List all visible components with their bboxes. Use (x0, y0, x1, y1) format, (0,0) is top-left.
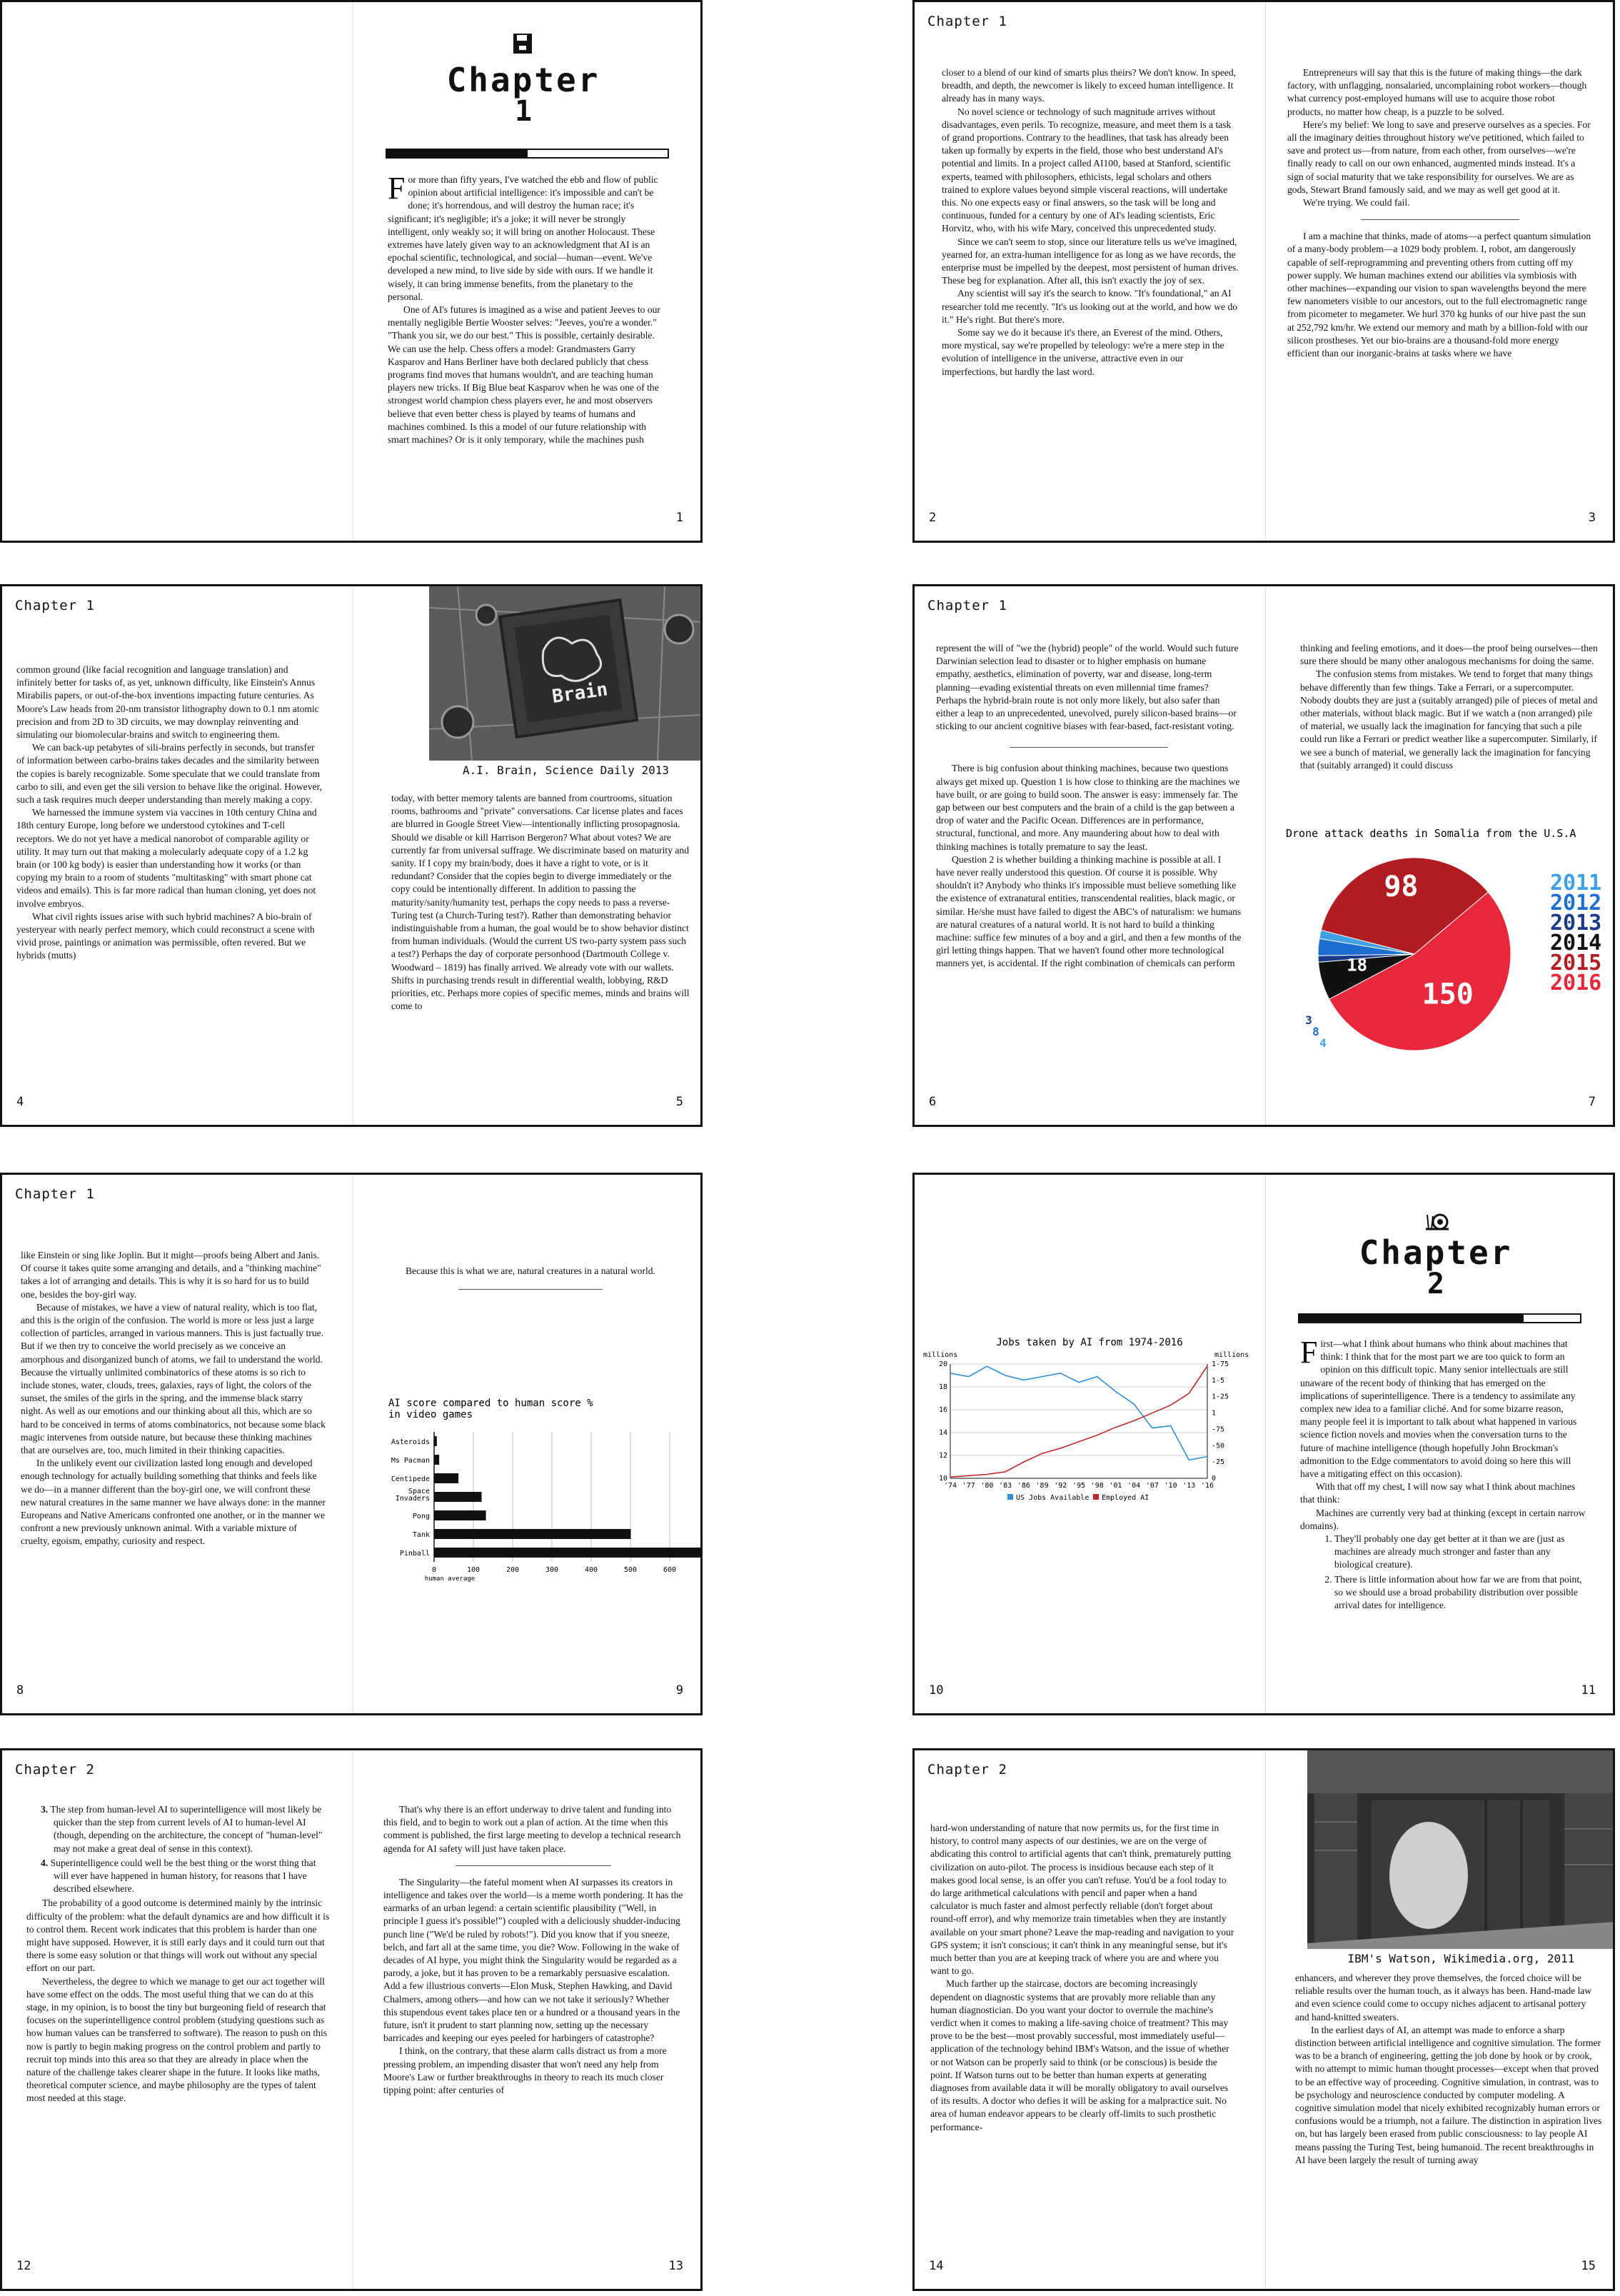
spread-pages-6-7 (912, 584, 1615, 1127)
drop-cap: F (388, 171, 406, 206)
page-number: 1 (675, 511, 683, 525)
chart-title: Drone attack deaths in Somalia from the U.S.A (1286, 827, 1576, 840)
legend-entry-2016: 2016 (1550, 971, 1602, 996)
pie-label: 4 (1319, 1036, 1327, 1050)
x-tick-label: '89 (1035, 1482, 1049, 1490)
category-label: Invaders (395, 1495, 430, 1503)
page-4-body: common ground (like facial recognition and language translation) and infinitely better for tasks of, as yet, unknown difficulty, like Einstein's Annus Mirabilis papers, or out-of-the-box inventions impacting future centuries. As Moore's Law heads from 20-nm transistor lithography down to 0.1 nm atomic precision and from 2D to 3D circuits, we may downplay reinventing and simulating our biomolecular-brains and switch to engineering them. We can back-up petabytes of sili-brains perfectly in seconds, but transfer of information between carbo-brains takes decades and the similarity between the copies is barely recognizable. Some speculate that we could translate from carbo to sili, and even get the sili version to behave like the original. However, such a task requires much deeper understanding than merely making a copy. We harnessed the immune system via vaccines in 10th century China and 18th century Europe, long before we understood cytokines and T-cell receptors. We do not yet have a medical nanorobot of comparable agility or utility. It may turn out that making a molecularly adequate copy of a 1.2 kg brain (or 100 kg body) is easier than understanding how it works (or than copying my brain to a room of students "multitasking" with smart phone cat videos and emails). This is far more radical than human cloning, yet does not involve embryos. What civil rights issues arise with such hybrid machines? A bio-brain of yesteryear with nearly perfect memory, which could reconstruct a scene with vivid prose, paintings or animation was permissible, often revered. But we hybrids (mutts) (16, 664, 322, 961)
legend-entry-2013: 2013 (1550, 911, 1602, 936)
page-number: 7 (1588, 1095, 1596, 1109)
ibm-watson-photo (1307, 1750, 1615, 1949)
list-item: 3. The step from human-level AI to superintelligence will most likely be quicker than the step from current levels of AI to human-level AI (though, depending on the architecture, the concept of "human-level" may not make a great deal of sense in this context). (41, 1804, 323, 1854)
spread-pages-8-9 (0, 1173, 703, 1715)
y-right-tick-label: -50 (1212, 1442, 1225, 1450)
page-15-body: enhancers, and wherever they prove themselves, the forced choice will be reliable results over the human touch, as it always has been. Hand-made law and even science could come to occupy niches adjacent to artisanal pottery and hand-knitted sweaters. In the earliest days of AI, an attempt was made to enforce a sharp distinction between artificial intelligence and cognitive simulation. The former was to be a branch of engineering, getting the job done by hook or by crook, with no attempt to mimic human thought processes—except when that proved to be an effective way of proceeding. Cognitive simulation, in contrast, was to be psychology and neuroscience conducted by computer modeling. A cognitive simulation model that nicely exhibited recognizably human errors or confusions would be a triumph, not a failure. The distinction in aspiration lives on, but has largely been erased from public consciousness: to lay people AI means passing the Turing Test, being humanoid. The recent breakthroughs in AI have been largely the result of turning away (1295, 1972, 1602, 2165)
list-item: 2. There is little information about how far we are from that point, so we should use a broad probability distribution over possible arrival dates for intelligence. (1334, 1573, 1587, 1613)
jobs-taken-line-chart (922, 1335, 1257, 1507)
legend-entry: Employed AI (1102, 1494, 1149, 1502)
y-right-tick-label: 1-5 (1212, 1376, 1225, 1385)
bar-asteroids (434, 1436, 437, 1446)
page-number: 14 (929, 2259, 944, 2273)
y-left-tick-label: 12 (938, 1452, 947, 1460)
page-number: 3 (1588, 511, 1596, 525)
brain-chip-photo (429, 586, 703, 761)
x-tick-label: '86 (1017, 1482, 1030, 1490)
x-tick-label: '04 (1127, 1482, 1141, 1490)
page-number: 8 (16, 1683, 24, 1698)
x-tick-label: '16 (1200, 1482, 1214, 1490)
snail-robot-icon (1423, 1212, 1452, 1230)
page-2-body: closer to a blend of our kind of smarts plus theirs? We don't know. In speed, breadth, and depth, the newcomer is likely to exceed human intelligence. It already has in many ways. No novel science or technology of such magnitude arrives without disadvantages, even perils. To recognize, measure, and meet them is a task of grand proportions. Contrary to the headlines, that task has already been taken up formally by experts in the field, those who best understand AI's potential and limits. In a project called AI100, based at Stanford, scientific experts, teamed with philosophers, ethicists, legal scholars and others trained to explore values beyond simple visceral reactions, will undertake this. No one expects easy or final answers, so the task will be long and continuous, funded for a century by one of AI's leading scientists, Eric Horvitz, who, with his wife Mary, conceived this unprecedented study. Since we can't seem to stop, since our literature tells us we've imagined, yearned for, an extra-human intelligence for as long as we have records, the enterprise must be impelled by the deepest, most persistent of human drives. These beg for explanation. After all, this isn't exactly the joy of sex. Any scientist will say it's the search to know. "It's foundational," an AI researcher told me recently. "It's us looking out at the world, and how we do it." He's right. But there's more. Some say we do it because it's there, an Everest of the mind. Others, more mystical, say we're propelled by teleology: we're a mere step in the evolution of intelligence in the universe, attractive even in our imperfections, but hardly the last word. (942, 67, 1239, 377)
legend-swatch (1007, 1494, 1013, 1500)
section-divider (1010, 747, 1169, 748)
chart-title: Jobs taken by AI from 1974-2016 (996, 1337, 1183, 1348)
page-number: 6 (929, 1095, 937, 1109)
legend-entry-2015: 2015 (1550, 951, 1602, 976)
x-tick-label: '80 (980, 1482, 994, 1490)
legend-entry: US Jobs Available (1016, 1494, 1090, 1502)
page-number: 5 (675, 1095, 683, 1109)
pie-label: 150 (1422, 978, 1474, 1011)
category-label: Space (408, 1488, 430, 1495)
x-tick-label: 600 (663, 1566, 677, 1574)
chapter-1-progress-fill (387, 150, 528, 157)
y-left-tick-label: 14 (938, 1429, 947, 1437)
floppy-disk-icon (513, 34, 532, 54)
chip-label: Brain (550, 678, 610, 708)
chart-title-line-2: in video games (388, 1409, 473, 1420)
chapter-1-title: Chapter 1 (446, 61, 600, 128)
page-9-body: Because this is what we are, natural creatures in a natural world. (381, 1265, 680, 1300)
running-head: Chapter 2 (927, 1762, 1007, 1778)
bar-ms-pacman (434, 1455, 439, 1465)
bar-pong (434, 1510, 486, 1520)
legend-entry-2012: 2012 (1550, 891, 1602, 916)
running-head: Chapter 1 (927, 598, 1007, 613)
watson-server-illustration (1307, 1750, 1615, 1949)
spread-pages-4-5 (0, 584, 703, 1127)
list-item: 1. They'll probably one day get better at it than we are (just as machines are already much stronger and faster than any biological creature). (1334, 1533, 1587, 1572)
y-axis-right-label: millions (1214, 1351, 1249, 1359)
spread-pages-14-15 (912, 1748, 1615, 2291)
x-tick-label: '07 (1145, 1482, 1159, 1490)
pie-label: 98 (1384, 870, 1419, 903)
y-left-tick-label: 16 (938, 1406, 947, 1414)
drop-cap: F (1300, 1335, 1318, 1370)
circuit-board-illustration (429, 586, 703, 761)
running-head: Chapter 1 (927, 14, 1007, 29)
x-tick-label: '77 (962, 1482, 975, 1490)
legend-entry-2011: 2011 (1550, 871, 1602, 896)
y-right-tick-label: 1-25 (1212, 1393, 1229, 1401)
y-right-tick-label: -75 (1212, 1425, 1225, 1434)
running-head: Chapter 2 (15, 1762, 95, 1778)
y-right-tick-label: -25 (1212, 1458, 1225, 1467)
x-tick-label: '74 (943, 1482, 957, 1490)
running-head: Chapter 1 (15, 1186, 95, 1202)
page-number: 13 (668, 2259, 683, 2273)
series-line-us-jobs-available (950, 1366, 1207, 1460)
y-left-tick-label: 20 (938, 1360, 947, 1368)
page-number: 15 (1581, 2259, 1596, 2273)
page-7-body: thinking and feeling emotions, and it does—the proof being ourselves—then sure there should be many other analogous mechanisms for doing the same. The confusion stems from mistakes. We tend to forget that many things behave differently than few things. Take a Ferrari, or a supercomputer. Nobody doubts they are just a (suitably arranged) pile of pieces of metal and other materials, without black magic. But if we watch a (non arranged) pile of material, we usually lack the imagination for fancying that such a pile could run like a Ferrari or predict weather like a supercomputer. Similarly, if we see a bunch of material, we generally lack the imagination for fancying that (suitably arranged) it could discuss (1300, 643, 1598, 771)
page-number: 9 (675, 1683, 683, 1698)
legend-entry-2014: 2014 (1550, 931, 1602, 956)
bar-tank (434, 1529, 631, 1539)
x-tick-label: '92 (1054, 1482, 1067, 1490)
x-tick-label: '13 (1182, 1482, 1196, 1490)
page-number: 2 (929, 511, 937, 525)
chapter-1-progress-bar (386, 149, 669, 159)
category-label: Asteroids (391, 1438, 430, 1446)
legend-swatch (1093, 1494, 1099, 1500)
category-label: Pinball (399, 1550, 430, 1558)
page-12-body: 3. The step from human-level AI to superintelligence will most likely be quicker than the step from current levels of AI to human-level AI (though, depending on the architecture, the concept of "human-level" may not make a great deal of sense in this context). 4. Superintelligence could well be the best thing or the worst thing that will ever have happened in human history, for reasons that I have described elsewhere. The probability of a good outcome is determined mainly by the intrinsic difficulty of the problem: what the default dynamics are and how difficult it is to control them. Recent work indicates that this problem is harder than one might have supposed. However, it is still early days and it could turn out that there is some easy solution or that things will work out without any special effort on our part. Nevertheless, the degree to which we manage to get our act together will have some effect on the odds. The most useful thing that we can do at this stage, in my opinion, is to boost the tiny but burgeoning field of research that focuses on the superintelligence control problem (studying questions such as how human values can be transferred to software). The reason to push on this now is partly to begin making progress on the control problem and partly to recruit top minds into this area so that they are already in place when the nature of the challenge takes clearer shape in the future. It looks like maths, theoretical computer science, and maybe philosophy are the types of talent most needed at this stage. (26, 1803, 332, 2105)
video-game-score-bar-chart (384, 1396, 703, 1625)
x-tick-label: 400 (584, 1566, 598, 1574)
page-8-body: like Einstein or sing like Joplin. But it might—proofs being Albert and Janis. Of course it takes quite some arranging and details, and a "thinking machine" takes a lot of arranging and details. This is why it is so hard for us to build one, besides the boy-girl way. Because of mistakes, we have a view of natural reality, which is too flat, and this is the origin of the confusion. The world is more or less just a large collection of particles, arranged in various manners. This is just factually true. But if we then try to conceive the world precisely as we conceive an amorphous and disorganized bunch of atoms, we fail to understand the world. Because the virtually unlimited combinatorics of these atoms is so rich to include stones, water, clouds, trees, galaxies, rays of light, the colors of the sunset, the smiles of the girls in the spring, and the immense black starry night. As well as our emotions and our thinking about all this, which are so hard to be conceived in terms of atoms combinatorics, not because some black magic intervenes from outside nature, but because these thinking machines that are ourselves are, too, much limited in their thinking capacities. In the unlikely event our civilization lasted long enough and developed enough technology for actually building something that thinks and feels like we do—in a manner different than the boy-girl one, we will confront these new natural creatures in the same manner we have always done: in the manner Europeans and Native Americans confronted one another, or in the manner we confront a new previously unknown animal. With a variable mixture of cruelty, egoism, empathy, curiosity and respect. (21, 1250, 326, 1547)
running-head: Chapter 1 (15, 598, 95, 613)
x-tick-label: '83 (999, 1482, 1012, 1490)
section-divider (458, 1289, 603, 1290)
y-left-tick-label: 10 (938, 1475, 947, 1483)
x-tick-label: 0 (431, 1566, 437, 1574)
x-tick-label: '01 (1109, 1482, 1122, 1490)
spread-pages-10-11 (912, 1173, 1615, 1715)
page-3-body: Entrepreneurs will say that this is the future of making things—the dark factory, with unflagging, nonsalaried, uncomplaining robot workers—though what currency post-employed humans will use to acquire those robot products, no matter how cheap, is a puzzle to be solved. Here's my belief: We long to save and preserve ourselves as a species. For all the imaginary deities throughout history we've petitioned, which failed to save and protect us—from nature, from each other, from ourselves—we're finally ready to call on our own enhanced, augmented minds instead. It's a sign of social maturity that we take responsibility for ourselves. We are as gods, Stewart Brand famously said, and we may as well get good at it. We're trying. We could fail. I am a machine that thinks, made of atoms—a perfect quantum simulation of a many-body problem—a 1029 body problem. I, robot, am dangerously capable of self-reprogramming and preventing others from cutting off my power supply. We human machines extend our abilities via symbiosis with other machines—expanding our vision to span wavelengths beyond the mere few nanometers visible to our ancestors, out to the full electromagnetic range from picometer to megameter. We hurl 370 kg hunks of our hive past the sun at 252,792 km/hr. We extend our memory and math by a billion-fold with our silicon prostheses. Yet our bio-brains are a thousand-fold more energy efficient than our inorganic-brains at tasks where we have (1287, 67, 1591, 359)
category-label: Pong (412, 1513, 430, 1520)
chart-title-line-1: AI score compared to human score % (388, 1398, 593, 1409)
spread-pages-12-13 (0, 1748, 703, 2291)
spread-pages-2-3 (912, 0, 1615, 543)
section-divider (1361, 219, 1520, 220)
y-axis-left-label: millions (923, 1351, 958, 1359)
figure-caption: A.I. Brain, Science Daily 2013 (463, 763, 669, 777)
y-right-tick-label: 1 (1212, 1409, 1217, 1418)
y-left-tick-label: 18 (938, 1383, 947, 1391)
x-tick-label: '95 (1072, 1482, 1086, 1490)
chapter-2-progress-bar (1298, 1313, 1581, 1323)
bar-space-invaders (434, 1492, 482, 1502)
page-5-body: today, with better memory talents are banned from courtrooms, situation rooms, bathrooms and "private" conversations. Car license plates and faces are blurred in Google Street View—intentionally inflicting prosopagnosia. Should we disable or kill Harrison Bergeron? What about votes? We are currently far from universal suffrage. We discriminate based on maturity and sanity. If I copy my brain/body, does it have a right to vote, or is it redundant? Consider that the copies begin to diverge immediately or the copy could be intentionally different. In addition to passing the maturity/sanity/humanity test, perhaps the copy needs to pass a reverse-Turing test (a Church-Turing test?). Rather than demonstrating behavior indistinguishable from a human, the goal would be to show behavior distinct from human individuals. (Would the current US two-party system pass such a test?) Perhaps the day of corporate personhood (Dartmouth College v. Woodward – 1819) has finally arrived. We already vote with our wallets. Shifts in purchasing trends result in differential wealth, lobbying, R&D priorities, etc. Perhaps more copies of specific memes, minds and brains will come to (391, 793, 690, 1012)
bar-centipede (434, 1473, 458, 1483)
pie-label: 3 (1305, 1013, 1312, 1027)
figure-caption: IBM's Watson, Wikimedia.org, 2011 (1347, 1952, 1575, 1965)
chapter-2-title: Chapter 2 (1359, 1233, 1513, 1300)
x-tick-label: 300 (545, 1566, 559, 1574)
x-axis-label: human average (424, 1575, 476, 1583)
x-tick-label: 100 (466, 1566, 481, 1574)
page-number: 11 (1581, 1683, 1596, 1698)
y-right-tick-label: 1-75 (1212, 1360, 1229, 1368)
section-divider (456, 1865, 611, 1866)
x-tick-label: 500 (623, 1566, 638, 1574)
page-11-body: First—what I think about humans who think about machines that think: I think that for the most part we are too quick to form an opinion on this difficult topic. Many senior intellectuals are still unaware of the recent body of thinking that has emerged on the implications of superintelligence. There is a tendency to assimilate any complex new idea to a familiar cliché. And for some bizarre reason, many people feel it is important to talk about what happened in various science fiction novels and movies when the conversation turns to the future of machine intelligence (though hopefully John Brockman's admonition to the Edge commentators to avoid doing so here this will have a mitigating effect on this occasion). With that off my chest, I will now say what I think about machines that think: Machines are currently very bad at thinking (except in certain narrow domains). 1. They'll probably one day get better at it than we are (just as machines are already much stronger and faster than any biological creature). 2. There is little information about how far we are from that point, so we should use a broad probability distribution over possible arrival dates for intelligence. (1300, 1338, 1587, 1613)
page-6-body: represent the will of "we the (hybrid) people" of the world. Would such future Darwinian selection lead to disaster or to higher emphasis on humane empathy, aesthetics, elimination of poverty, war and disease, long-term planning—evading existential threats on even millennial time frames? Perhaps the hybrid-brain route is not only more likely, but also safer than either a leap to an unprecedented, unevolved, purely silicon-based brains—or sticking to our ancient cognitive biases with fear-based, fact-resistant voting. There is big confusion about thinking machines, because two questions always get mixed up. Question 1 is how close to thinking are the machines we have built, or are going to build soon. The answer is easy: immensely far. The gap between our best computers and the brain of a child is the gap between a drop of water and the Pacific Ocean. Differences are in performance, structural, functional, and more. Any maundering about how to deal with thinking machines is totally premature to say the least. Question 2 is whether building a thinking machine is possible at all. I have never really understood this question. Of course it is possible. Why shouldn't it? Anybody who thinks it's impossible must believe something like the existence of extranatural entities, transcendental realities, black magic, or similar. He/she must have failed to digest the ABC's of naturalism: we humans are natural creatures of a natural world. It is not hard to build a thinking machine: suffice few minutes of a boy and a girl, and then a few months of the girl letting things happen. That we haven't found other more technological manners yet, is accidental. If the right combination of chemicals can perform (936, 643, 1242, 969)
category-label: Ms Pacman (391, 1457, 430, 1465)
list-item: 4. Superintelligence could well be the best thing or the worst thing that will ever have happened in human history, for reasons that I have described elsewhere. (41, 1857, 316, 1895)
y-right-tick-label: 0 (1212, 1475, 1217, 1483)
page-number: 4 (16, 1095, 24, 1109)
pie-label: 8 (1312, 1025, 1319, 1038)
x-tick-label: '98 (1090, 1482, 1104, 1490)
page-14-body: hard-won understanding of nature that now permits us, for the first time in history, to control many aspects of our destinies, we are on the verge of abdicating this control to artificial agents that can't think, prematurely putting civilization on auto-pilot. The process is insidious because each step of it makes good local sense, is an offer you can't refuse. You'd be a fool today to do large arithmetical calculations with pencil and paper when a hand calculator is much faster and almost perfectly reliable (don't forget about round-off error), and why memorize train timetables when they are instantly available on your smart phone? Leave the map-reading and navigation to your GPS system; it isn't conscious; it can't think in any meaningful sense, but it's much better than you are at keeping track of where you are and where you want to go. Much farther up the staircase, doctors are becoming increasingly dependent on diagnostic systems that are provably more reliable than any human diagnostician. Do you want your doctor to overrule the machine's verdict when it comes to making a life-saving choice of treatment? This may prove to be the best—most provably successful, most immediately useful—application of the technology behind IBM's Watson, and the issue of whether or not Watson can be properly said to think (or be conscious) is beside the point. If Watson turns out to be better than human experts at generating diagnoses from available data it will be morally obligatory to avail ourselves of its results. A doctor who defies it will be asking for a malpractice suit. No area of human endeavor appears to be clearly off-limits to such prosthetic performance- (930, 1823, 1234, 2132)
x-tick-label: 200 (505, 1566, 520, 1574)
category-label: Centipede (391, 1475, 430, 1483)
spread-pages-blank-1 (0, 0, 703, 543)
x-tick-label: '10 (1164, 1482, 1177, 1490)
page-number: 10 (929, 1683, 944, 1698)
page-number: 12 (16, 2259, 31, 2273)
chapter-2-progress-fill (1299, 1315, 1524, 1322)
pie-label: 18 (1347, 955, 1368, 976)
page-1-body: For more than fifty years, I've watched the ebb and flow of public opinion about artificial intelligence: it's impossible and can't be done; it's horrendous, and will destroy the human race; it's significant; it's negligible; it's a joke; it will never be strongly intelligent, only weakly so; it will bring on another Holocaust. These extremes have lately given way to an acknowledgment that AI is an epochal scientific, technological, and social—human—event. We've developed a new mind, to live side by side with ours. If we handle it wisely, it can bring immense benefits, from the planetary to the personal. One of AI's futures is imagined as a wise and patient Jeeves to our mentally negligible Bertie Wooster selves: "Jeeves, you're a wonder." "Thank you sir, we do our best." This is possible, certainly desirable. We can use the help. Chess offers a model: Grandmasters Garry Kasparov and Hans Berliner have both declared publicly that chess programs find moves that humans wouldn't, and are teaching human players new tricks. If Big Blue beat Kasparov when he was one of the strongest world champion chess players ever, he and most observers believe that even better chess is played by teams of humans and machines combined. Is this a model of our future relationship with smart machines? Or is it only temporary, while the machines push (388, 171, 660, 446)
page-13-body: That's why there is an effort underway to drive talent and funding into this field, and to begin to work out a plan of action. At the time when this comment is published, the first large meeting to develop a technical research agenda for AI safety will just have taken place. The Singularity—the fateful moment when AI surpasses its creators in intelligence and takes over the world—is a meme worth pondering. It has the earmarks of an urban legend: a certain scientific plausibility ("Well, in principle I guess it's possible!") coupled with a deliciously shudder-inducing punch line ("We'd be ruled by robots!"). Did you know that if you sneeze, belch, and fart all at the same time, you die? Wow. Following in the wake of decades of AI hype, you might think the Singularity would be regarded as a parody, a joke, but it has proven to be a remarkably persuasive escalation. Add a few illustrious converts—Elon Musk, Stephen Hawking, and David Chalmers, among others—and how can we not take it seriously? Whether this stupendous event takes place ten or a hundred or a thousand years in the future, isn't it prudent to start planning now, setting up the necessary barricades and keeping our eyes peeled for harbingers of catastrophe? I think, on the contrary, that these alarm calls distract us from a more pressing problem, an impending disaster that won't need any help from Moore's Law or further breakthroughs in theory to reach its much closer tipping point: after centuries of (383, 1804, 683, 2096)
drone-deaths-pie-chart (1279, 826, 1614, 1061)
bar-pinball (434, 1548, 703, 1558)
category-label: Tank (412, 1531, 430, 1539)
